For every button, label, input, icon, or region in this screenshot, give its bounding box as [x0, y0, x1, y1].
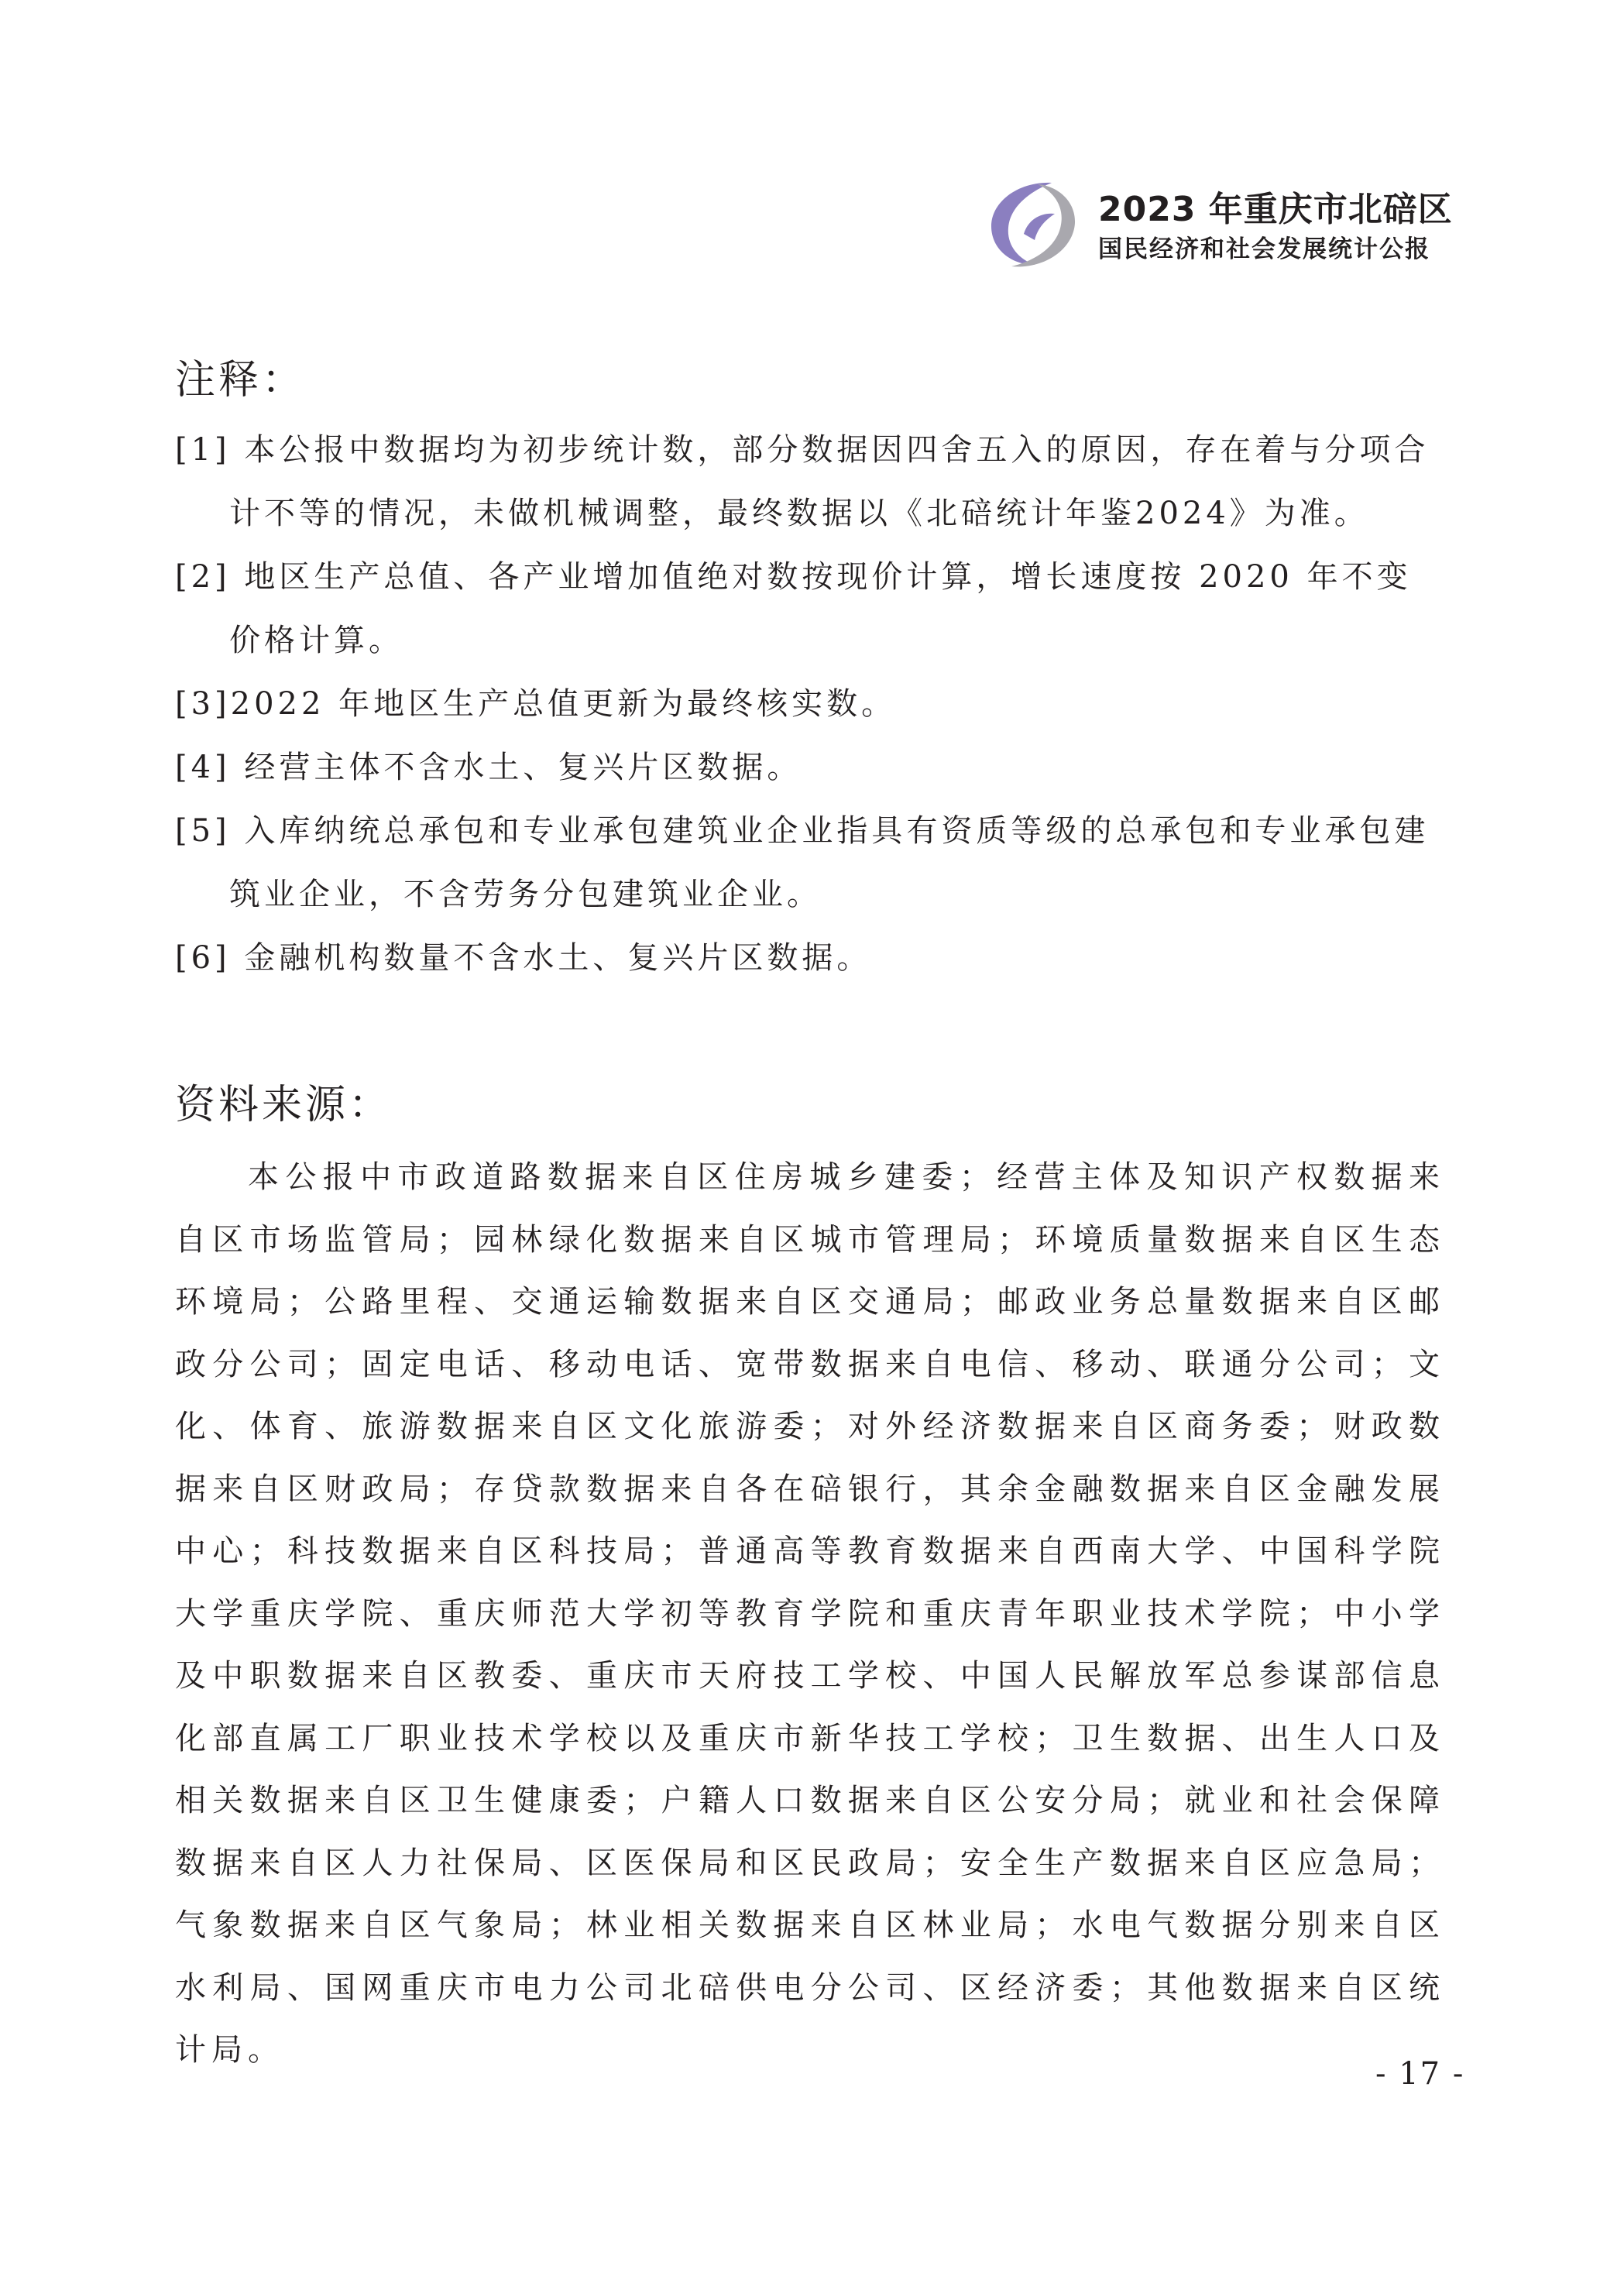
note-item-3: [3]2022 年地区生产总值更新为最终核实数。: [175, 686, 897, 722]
sources-heading: 资料来源：: [175, 1082, 393, 1128]
note-item-2: [2] 地区生产总值、各产业增加值绝对数按现价计算，增长速度按 2020 年不变价格计算。: [175, 559, 1412, 658]
note-item-5: [5] 入库纳统总承包和专业承包建筑业企业指具有资质等级的总承包和专业承包建筑业企业，不含劳务分包建筑业企业。: [175, 813, 1430, 912]
report-subtitle: 国民经济和社会发展统计公报: [1098, 235, 1430, 263]
notes-heading: 注释：: [175, 357, 306, 403]
note-item-6: [6] 金融机构数量不含水土、复兴片区数据。: [175, 940, 872, 976]
notes-list: [175, 418, 1445, 990]
sources-paragraph: 本公报中市政道路数据来自区住房城乡建委；经营主体及知识产权数据来自区市场监管局；园林绿化数据来自区城市管理局；环境质量数据来自区生态环境局；公路里程、交通运输数据来自区交通局；邮政业务总量数据来自区邮政分公司；固定电话、移动电话、宽带数据来自电信、移动、联通分公司；文化、体育、旅游数据来自区文化旅游委；对外经济数据来自区商务委；财政数据来自区财政局；存贷款数据来自各在碚银行，其余金融数据来自区金融发展中心；科技数据来自区科技局；普通高等教育数据来自西南大学、中国科学院大学重庆学院、重庆师范大学初等教育学院和重庆青年职业技术学院；中小学及中职数据来自区教委、重庆市天府技工学校、中国人民解放军总参谋部信息化部直属工厂职业技术学校以及重庆市新华技工学校；卫生数据、出生人口及相关数据来自区卫生健康委；户籍人口数据来自区公安分局；就业和社会保障数据来自区人力社保局、区医保局和区民政局；安全生产数据来自区应急局；气象数据来自区气象局；林业相关数据来自区林业局；水电气数据分别来自区水利局、国网重庆市电力公司北碚供电分公司、区经济委；其他数据来自区统计局。: [175, 1159, 1445, 2068]
report-logo-icon: [984, 178, 1081, 271]
note-item-4: [4] 经营主体不含水土、复兴片区数据。: [175, 750, 802, 785]
report-header: [984, 177, 1479, 277]
page-number: - 17 -: [1375, 2056, 1465, 2092]
note-item-1: [1] 本公报中数据均为初步统计数，部分数据因四舍五入的原因，存在着与分项合计不等的情况，未做机械调整，最终数据以《北碚统计年鉴2024》为准。: [175, 432, 1430, 531]
report-title: 2023 年重庆市北碚区: [1098, 190, 1453, 229]
